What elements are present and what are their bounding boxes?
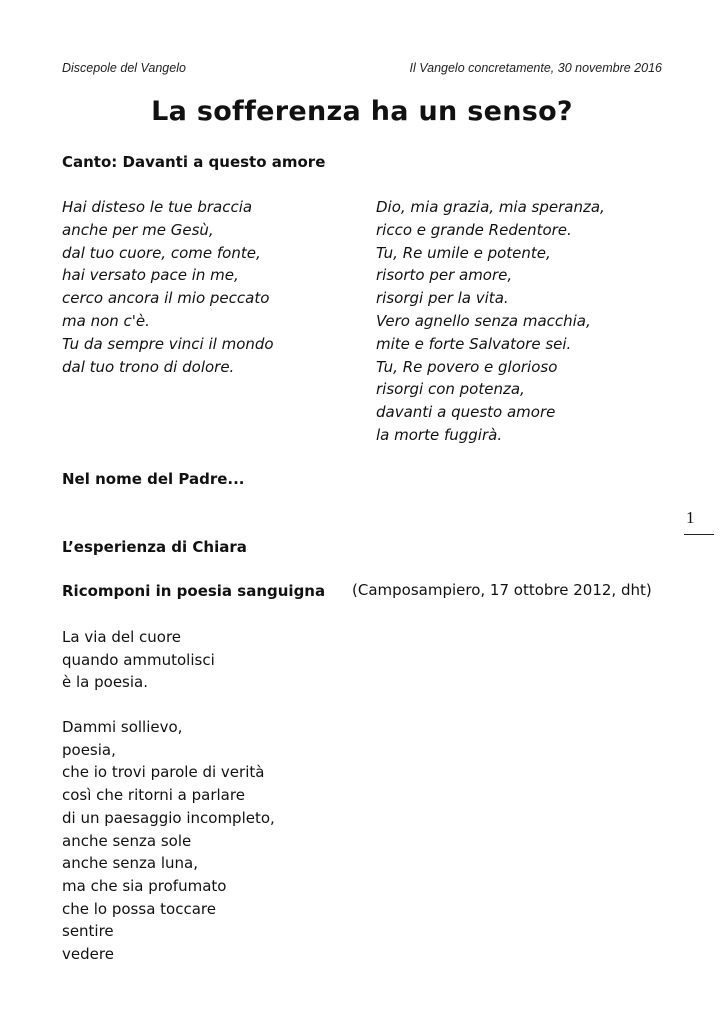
song-right-column: [376, 196, 605, 447]
song-left-line: cerco ancora il mio peccato: [62, 289, 270, 308]
song-heading: Canto: Davanti a questo amore: [62, 153, 326, 171]
song-left-line: dal tuo trono di dolore.: [62, 357, 235, 376]
page-number: 1: [686, 508, 695, 527]
song-left-line: hai versato pace in me,: [62, 266, 239, 285]
song-right-line: ricco e grande Redentore.: [376, 220, 572, 239]
poem-line: La via del cuore: [62, 628, 182, 646]
poem-line: che lo possa toccare: [62, 899, 216, 918]
poem-stanza-1: [62, 626, 215, 694]
poem-line: è la poesia.: [62, 673, 148, 692]
song-left-line: Hai disteso le tue braccia: [62, 198, 253, 216]
poem-line: quando ammutolisci: [62, 650, 215, 669]
experience-heading: L’esperienza di Chiara: [62, 538, 247, 556]
song-right-line: mite e forte Salvatore sei.: [376, 334, 572, 353]
poem-line: così che ritorni a parlare: [62, 786, 245, 805]
song-right-line: risorto per amore,: [376, 266, 513, 285]
poem-line: poesia,: [62, 740, 116, 759]
poem-line: anche senza luna,: [62, 854, 198, 873]
song-right-line: la morte fuggirà.: [376, 425, 503, 444]
song-left-line: dal tuo cuore, come fonte,: [62, 243, 261, 262]
sign-of-cross: Nel nome del Padre...: [62, 470, 245, 488]
song-left-line: Tu da sempre vinci il mondo: [62, 334, 274, 353]
song-left-line: ma non c'è.: [62, 311, 150, 330]
poem-line: anche senza sole: [62, 831, 192, 850]
song-right-line: davanti a questo amore: [376, 403, 556, 422]
song-left-column: [62, 196, 274, 378]
song-right-line: Tu, Re povero e glorioso: [376, 357, 558, 376]
poem-line: ma che sia profumato: [62, 876, 227, 895]
header-right-text: Il Vangelo concretamente, 30 novembre 2016: [409, 61, 662, 75]
poem-source: (Camposampiero, 17 ottobre 2012, dht): [352, 581, 652, 599]
header-left-text: Discepole del Vangelo: [62, 61, 186, 75]
song-left-line: anche per me Gesù,: [62, 220, 214, 239]
poem-line: sentire: [62, 922, 114, 941]
page-number-rule: [684, 534, 714, 535]
song-right-line: risorgi per la vita.: [376, 289, 509, 308]
poem-line: di un paesaggio incompleto,: [62, 808, 275, 827]
poem-line: Dammi sollievo,: [62, 718, 183, 736]
song-right-line: risorgi con potenza,: [376, 380, 525, 399]
poem-line: vedere: [62, 945, 114, 964]
song-right-line: Dio, mia grazia, mia speranza,: [376, 198, 605, 216]
poem-stanza-2: [62, 716, 275, 966]
song-right-line: Tu, Re umile e potente,: [376, 243, 551, 262]
poem-line: che io trovi parole di verità: [62, 763, 265, 782]
song-right-line: Vero agnello senza macchia,: [376, 311, 591, 330]
poem-title: Ricomponi in poesia sanguigna: [62, 582, 326, 600]
page-title: La sofferenza ha un senso?: [151, 96, 573, 127]
